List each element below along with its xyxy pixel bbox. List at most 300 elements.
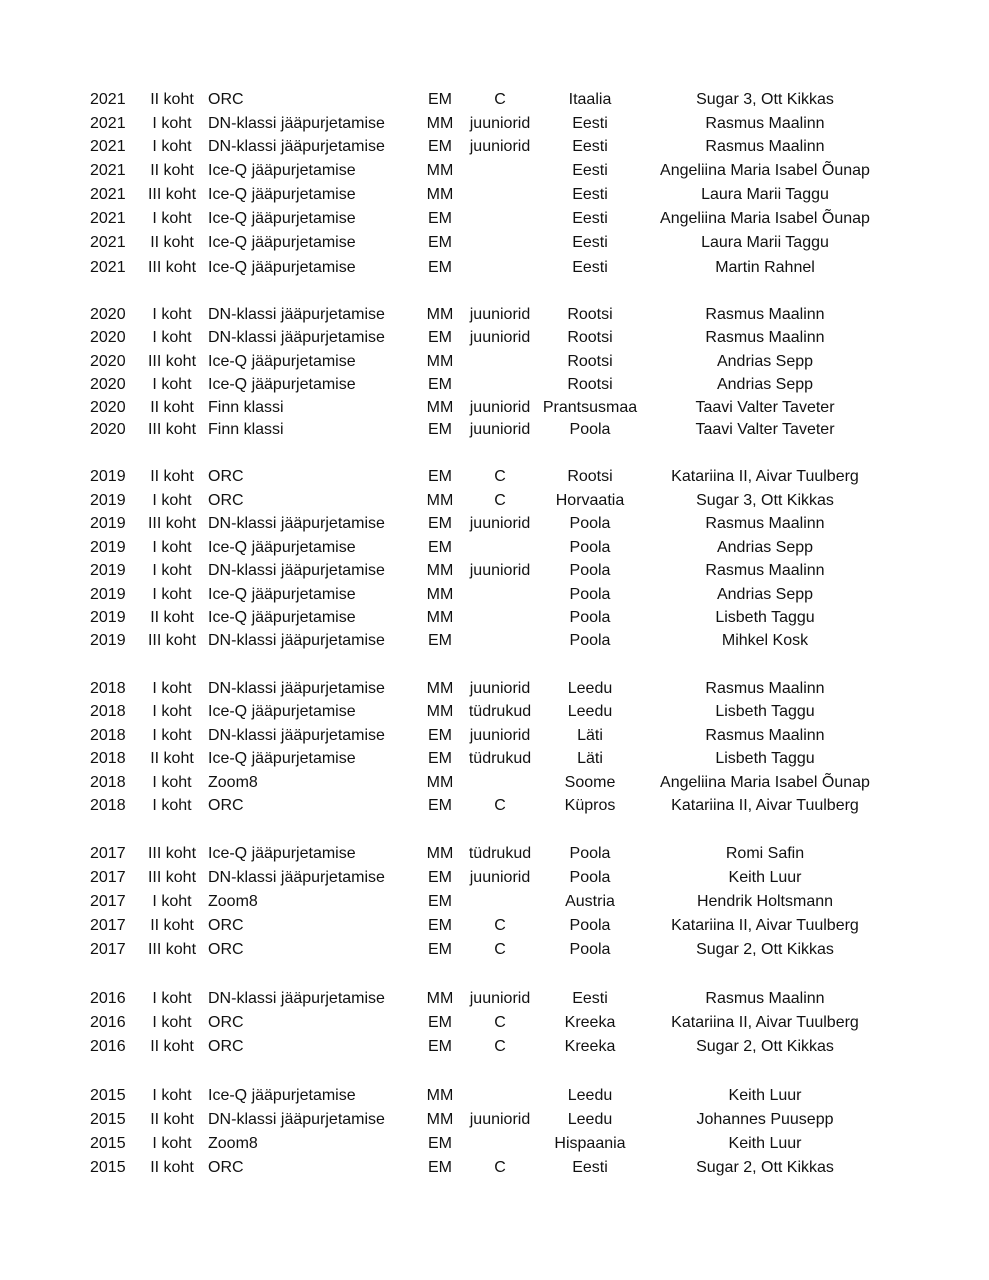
year-cell: 2015 [90, 1135, 126, 1152]
name-cell: Sugar 2, Ott Kikkas [696, 1159, 834, 1176]
event-cell: EM [428, 632, 452, 649]
result-row [0, 304, 989, 326]
class-cell: DN-klassi jääpurjetamise [208, 1111, 385, 1128]
place-cell: III koht [147, 353, 197, 370]
event-cell: EM [428, 376, 452, 393]
year-cell: 2017 [90, 917, 126, 934]
country-cell: Poola [569, 845, 611, 862]
class-cell: ORC [208, 492, 244, 509]
result-row [0, 490, 989, 512]
event-cell: MM [426, 586, 454, 603]
result-row [0, 89, 989, 111]
country-cell: Eesti [572, 259, 608, 276]
country-cell: Poola [569, 632, 611, 649]
class-cell: Ice-Q jääpurjetamise [208, 210, 356, 227]
category-cell: juuniorid [469, 680, 531, 697]
event-cell: MM [426, 162, 454, 179]
class-cell: ORC [208, 917, 244, 934]
country-cell: Poola [569, 421, 611, 438]
place-cell: I koht [152, 539, 192, 556]
result-row [0, 397, 989, 419]
category-cell: C [494, 941, 506, 958]
class-cell: Ice-Q jääpurjetamise [208, 586, 356, 603]
place-cell: I koht [152, 1014, 192, 1031]
result-row [0, 988, 989, 1010]
class-cell: DN-klassi jääpurjetamise [208, 329, 385, 346]
name-cell: Keith Luur [728, 1087, 802, 1104]
country-cell: Läti [577, 727, 603, 744]
country-cell: Eesti [572, 138, 608, 155]
class-cell: Ice-Q jääpurjetamise [208, 845, 356, 862]
name-cell: Andrias Sepp [716, 539, 814, 556]
event-cell: EM [428, 91, 452, 108]
year-cell: 2021 [90, 91, 126, 108]
name-cell: Rasmus Maalinn [705, 562, 825, 579]
class-cell: DN-klassi jääpurjetamise [208, 680, 385, 697]
class-cell: DN-klassi jääpurjetamise [208, 727, 385, 744]
place-cell: II koht [150, 162, 194, 179]
name-cell: Lisbeth Taggu [715, 750, 815, 767]
category-cell: juuniorid [469, 329, 531, 346]
year-cell: 2018 [90, 797, 126, 814]
name-cell: Katariina II, Aivar Tuulberg [671, 797, 859, 814]
class-cell: ORC [208, 941, 244, 958]
class-cell: Zoom8 [208, 1135, 258, 1152]
class-cell: Ice-Q jääpurjetamise [208, 703, 356, 720]
name-cell: Taavi Valter Taveter [695, 421, 835, 438]
result-row [0, 257, 989, 279]
place-cell: II koht [150, 234, 194, 251]
year-cell: 2019 [90, 586, 126, 603]
year-cell: 2019 [90, 609, 126, 626]
event-cell: EM [428, 1159, 452, 1176]
event-cell: EM [428, 727, 452, 744]
result-row [0, 1012, 989, 1034]
name-cell: Katariina II, Aivar Tuulberg [671, 917, 859, 934]
country-cell: Poola [569, 869, 611, 886]
category-cell: C [494, 1038, 506, 1055]
country-cell: Rootsi [567, 353, 613, 370]
result-row [0, 701, 989, 723]
place-cell: III koht [147, 186, 197, 203]
place-cell: II koht [150, 91, 194, 108]
result-row [0, 351, 989, 373]
year-cell: 2018 [90, 727, 126, 744]
country-cell: Leedu [567, 703, 613, 720]
event-cell: EM [428, 893, 452, 910]
result-row [0, 584, 989, 606]
name-cell: Rasmus Maalinn [705, 727, 825, 744]
result-row [0, 327, 989, 349]
event-cell: EM [428, 869, 452, 886]
class-cell: Ice-Q jääpurjetamise [208, 162, 356, 179]
country-cell: Poola [569, 941, 611, 958]
year-cell: 2019 [90, 632, 126, 649]
year-cell: 2018 [90, 774, 126, 791]
place-cell: III koht [147, 845, 197, 862]
year-cell: 2016 [90, 1038, 126, 1055]
place-cell: II koht [150, 917, 194, 934]
result-row [0, 915, 989, 937]
result-row [0, 891, 989, 913]
year-cell: 2019 [90, 492, 126, 509]
place-cell: II koht [150, 750, 194, 767]
place-cell: I koht [152, 115, 192, 132]
event-cell: EM [428, 1038, 452, 1055]
place-cell: III koht [147, 259, 197, 276]
place-cell: I koht [152, 727, 192, 744]
class-cell: ORC [208, 91, 244, 108]
class-cell: Ice-Q jääpurjetamise [208, 259, 356, 276]
year-cell: 2018 [90, 703, 126, 720]
result-row [0, 208, 989, 230]
place-cell: II koht [150, 1159, 194, 1176]
event-cell: EM [428, 259, 452, 276]
name-cell: Andrias Sepp [716, 586, 814, 603]
result-row [0, 725, 989, 747]
event-cell: EM [428, 421, 452, 438]
class-cell: ORC [208, 1014, 244, 1031]
category-cell: juuniorid [469, 562, 531, 579]
country-cell: Eesti [572, 186, 608, 203]
event-cell: EM [428, 750, 452, 767]
place-cell: I koht [152, 797, 192, 814]
event-cell: EM [428, 917, 452, 934]
category-cell: C [494, 917, 506, 934]
country-cell: Poola [569, 586, 611, 603]
place-cell: II koht [150, 468, 194, 485]
country-cell: Eesti [572, 990, 608, 1007]
name-cell: Lisbeth Taggu [715, 609, 815, 626]
name-cell: Lisbeth Taggu [715, 703, 815, 720]
class-cell: Ice-Q jääpurjetamise [208, 609, 356, 626]
class-cell: DN-klassi jääpurjetamise [208, 990, 385, 1007]
country-cell: Poola [569, 562, 611, 579]
category-cell: juuniorid [469, 1111, 531, 1128]
country-cell: Rootsi [567, 306, 613, 323]
place-cell: I koht [152, 562, 192, 579]
country-cell: Küpros [564, 797, 616, 814]
event-cell: MM [426, 990, 454, 1007]
class-cell: DN-klassi jääpurjetamise [208, 515, 385, 532]
place-cell: I koht [152, 1087, 192, 1104]
place-cell: III koht [147, 869, 197, 886]
event-cell: MM [426, 774, 454, 791]
name-cell: Johannes Puusepp [696, 1111, 834, 1128]
year-cell: 2017 [90, 845, 126, 862]
country-cell: Eesti [572, 162, 608, 179]
category-cell: juuniorid [469, 306, 531, 323]
event-cell: MM [426, 399, 454, 416]
event-cell: MM [426, 115, 454, 132]
name-cell: Rasmus Maalinn [705, 138, 825, 155]
event-cell: MM [426, 703, 454, 720]
class-cell: Zoom8 [208, 893, 258, 910]
year-cell: 2016 [90, 1014, 126, 1031]
class-cell: Finn klassi [208, 421, 284, 438]
result-row [0, 843, 989, 865]
country-cell: Läti [577, 750, 603, 767]
class-cell: DN-klassi jääpurjetamise [208, 138, 385, 155]
name-cell: Andrias Sepp [716, 353, 814, 370]
year-cell: 2020 [90, 306, 126, 323]
country-cell: Poola [569, 515, 611, 532]
result-row [0, 678, 989, 700]
event-cell: MM [426, 562, 454, 579]
country-cell: Itaalia [568, 91, 612, 108]
year-cell: 2019 [90, 468, 126, 485]
category-cell: C [494, 797, 506, 814]
country-cell: Austria [565, 893, 615, 910]
result-row [0, 184, 989, 206]
class-cell: DN-klassi jääpurjetamise [208, 562, 385, 579]
country-cell: Poola [569, 917, 611, 934]
year-cell: 2017 [90, 893, 126, 910]
name-cell: Rasmus Maalinn [705, 115, 825, 132]
name-cell: Romi Safin [725, 845, 805, 862]
place-cell: I koht [152, 492, 192, 509]
event-cell: MM [426, 353, 454, 370]
result-row [0, 232, 989, 254]
category-cell: juuniorid [469, 727, 531, 744]
name-cell: Martin Rahnel [715, 259, 815, 276]
result-row [0, 1085, 989, 1107]
event-cell: EM [428, 1135, 452, 1152]
country-cell: Eesti [572, 115, 608, 132]
country-cell: Eesti [572, 234, 608, 251]
event-cell: MM [426, 609, 454, 626]
result-row [0, 374, 989, 396]
result-row [0, 607, 989, 629]
name-cell: Hendrik Holtsmann [696, 893, 834, 910]
country-cell: Poola [569, 609, 611, 626]
country-cell: Rootsi [567, 376, 613, 393]
place-cell: I koht [152, 329, 192, 346]
country-cell: Eesti [572, 210, 608, 227]
result-row [0, 136, 989, 158]
class-cell: Finn klassi [208, 399, 284, 416]
name-cell: Sugar 2, Ott Kikkas [696, 941, 834, 958]
event-cell: MM [426, 492, 454, 509]
class-cell: ORC [208, 468, 244, 485]
name-cell: Katariina II, Aivar Tuulberg [671, 468, 859, 485]
event-cell: EM [428, 210, 452, 227]
name-cell: Angeliina Maria Isabel Õunap [660, 774, 870, 791]
country-cell: Leedu [567, 680, 613, 697]
year-cell: 2021 [90, 186, 126, 203]
country-cell: Soome [564, 774, 616, 791]
class-cell: Ice-Q jääpurjetamise [208, 750, 356, 767]
place-cell: III koht [147, 941, 197, 958]
category-cell: juuniorid [469, 399, 531, 416]
category-cell: C [494, 1159, 506, 1176]
event-cell: MM [426, 845, 454, 862]
category-cell: tüdrukud [468, 750, 532, 767]
country-cell: Eesti [572, 1159, 608, 1176]
class-cell: Ice-Q jääpurjetamise [208, 376, 356, 393]
year-cell: 2020 [90, 421, 126, 438]
name-cell: Sugar 3, Ott Kikkas [696, 91, 834, 108]
year-cell: 2017 [90, 869, 126, 886]
result-row [0, 1157, 989, 1179]
class-cell: Ice-Q jääpurjetamise [208, 186, 356, 203]
event-cell: EM [428, 138, 452, 155]
name-cell: Sugar 3, Ott Kikkas [696, 492, 834, 509]
event-cell: MM [426, 1087, 454, 1104]
year-cell: 2021 [90, 115, 126, 132]
category-cell: juuniorid [469, 869, 531, 886]
year-cell: 2015 [90, 1111, 126, 1128]
category-cell: juuniorid [469, 115, 531, 132]
year-cell: 2020 [90, 353, 126, 370]
event-cell: MM [426, 1111, 454, 1128]
place-cell: I koht [152, 893, 192, 910]
place-cell: I koht [152, 586, 192, 603]
result-row [0, 160, 989, 182]
year-cell: 2020 [90, 376, 126, 393]
name-cell: Angeliina Maria Isabel Õunap [660, 210, 870, 227]
name-cell: Keith Luur [728, 869, 802, 886]
place-cell: I koht [152, 210, 192, 227]
name-cell: Taavi Valter Taveter [695, 399, 835, 416]
category-cell: juuniorid [469, 990, 531, 1007]
country-cell: Hispaania [554, 1135, 626, 1152]
class-cell: ORC [208, 1038, 244, 1055]
place-cell: I koht [152, 1135, 192, 1152]
result-row [0, 466, 989, 488]
year-cell: 2018 [90, 750, 126, 767]
category-cell: tüdrukud [468, 845, 532, 862]
place-cell: II koht [150, 399, 194, 416]
name-cell: Laura Marii Taggu [701, 234, 829, 251]
event-cell: EM [428, 468, 452, 485]
class-cell: Ice-Q jääpurjetamise [208, 353, 356, 370]
class-cell: Ice-Q jääpurjetamise [208, 539, 356, 556]
country-cell: Leedu [567, 1111, 613, 1128]
category-cell: juuniorid [469, 421, 531, 438]
country-cell: Poola [569, 539, 611, 556]
result-row [0, 419, 989, 441]
category-cell: C [494, 91, 506, 108]
place-cell: III koht [147, 632, 197, 649]
name-cell: Sugar 2, Ott Kikkas [696, 1038, 834, 1055]
result-row [0, 113, 989, 135]
year-cell: 2021 [90, 210, 126, 227]
class-cell: Ice-Q jääpurjetamise [208, 234, 356, 251]
event-cell: EM [428, 515, 452, 532]
result-row [0, 630, 989, 652]
name-cell: Rasmus Maalinn [705, 329, 825, 346]
name-cell: Andrias Sepp [716, 376, 814, 393]
category-cell: C [494, 1014, 506, 1031]
place-cell: II koht [150, 1111, 194, 1128]
place-cell: I koht [152, 990, 192, 1007]
name-cell: Rasmus Maalinn [705, 515, 825, 532]
name-cell: Rasmus Maalinn [705, 306, 825, 323]
country-cell: Kreeka [564, 1014, 616, 1031]
result-row [0, 1109, 989, 1131]
class-cell: DN-klassi jääpurjetamise [208, 632, 385, 649]
name-cell: Keith Luur [728, 1135, 802, 1152]
event-cell: EM [428, 329, 452, 346]
event-cell: EM [428, 234, 452, 251]
country-cell: Leedu [567, 1087, 613, 1104]
year-cell: 2021 [90, 259, 126, 276]
result-row [0, 939, 989, 961]
name-cell: Rasmus Maalinn [705, 680, 825, 697]
result-row [0, 1133, 989, 1155]
country-cell: Rootsi [567, 468, 613, 485]
place-cell: III koht [147, 421, 197, 438]
year-cell: 2015 [90, 1087, 126, 1104]
name-cell: Laura Marii Taggu [701, 186, 829, 203]
event-cell: EM [428, 1014, 452, 1031]
year-cell: 2020 [90, 329, 126, 346]
year-cell: 2017 [90, 941, 126, 958]
country-cell: Rootsi [567, 329, 613, 346]
class-cell: Ice-Q jääpurjetamise [208, 1087, 356, 1104]
event-cell: EM [428, 797, 452, 814]
country-cell: Prantsusmaa [542, 399, 638, 416]
year-cell: 2018 [90, 680, 126, 697]
category-cell: juuniorid [469, 138, 531, 155]
result-row [0, 513, 989, 535]
place-cell: I koht [152, 774, 192, 791]
result-row [0, 560, 989, 582]
result-row [0, 748, 989, 770]
result-row [0, 772, 989, 794]
name-cell: Angeliina Maria Isabel Õunap [660, 162, 870, 179]
result-row [0, 795, 989, 817]
class-cell: ORC [208, 1159, 244, 1176]
class-cell: ORC [208, 797, 244, 814]
year-cell: 2021 [90, 138, 126, 155]
result-row [0, 1036, 989, 1058]
category-cell: juuniorid [469, 515, 531, 532]
year-cell: 2020 [90, 399, 126, 416]
country-cell: Horvaatia [555, 492, 625, 509]
category-cell: C [494, 468, 506, 485]
category-cell: C [494, 492, 506, 509]
place-cell: I koht [152, 680, 192, 697]
event-cell: MM [426, 306, 454, 323]
result-row [0, 867, 989, 889]
place-cell: I koht [152, 138, 192, 155]
event-cell: MM [426, 680, 454, 697]
class-cell: DN-klassi jääpurjetamise [208, 306, 385, 323]
place-cell: III koht [147, 515, 197, 532]
place-cell: II koht [150, 609, 194, 626]
year-cell: 2015 [90, 1159, 126, 1176]
class-cell: DN-klassi jääpurjetamise [208, 869, 385, 886]
year-cell: 2019 [90, 539, 126, 556]
year-cell: 2016 [90, 990, 126, 1007]
name-cell: Rasmus Maalinn [705, 990, 825, 1007]
class-cell: Zoom8 [208, 774, 258, 791]
event-cell: EM [428, 941, 452, 958]
place-cell: II koht [150, 1038, 194, 1055]
year-cell: 2019 [90, 515, 126, 532]
name-cell: Katariina II, Aivar Tuulberg [671, 1014, 859, 1031]
name-cell: Mihkel Kosk [721, 632, 809, 649]
result-row [0, 537, 989, 559]
place-cell: I koht [152, 306, 192, 323]
year-cell: 2021 [90, 162, 126, 179]
year-cell: 2021 [90, 234, 126, 251]
place-cell: I koht [152, 703, 192, 720]
year-cell: 2019 [90, 562, 126, 579]
category-cell: tüdrukud [468, 703, 532, 720]
